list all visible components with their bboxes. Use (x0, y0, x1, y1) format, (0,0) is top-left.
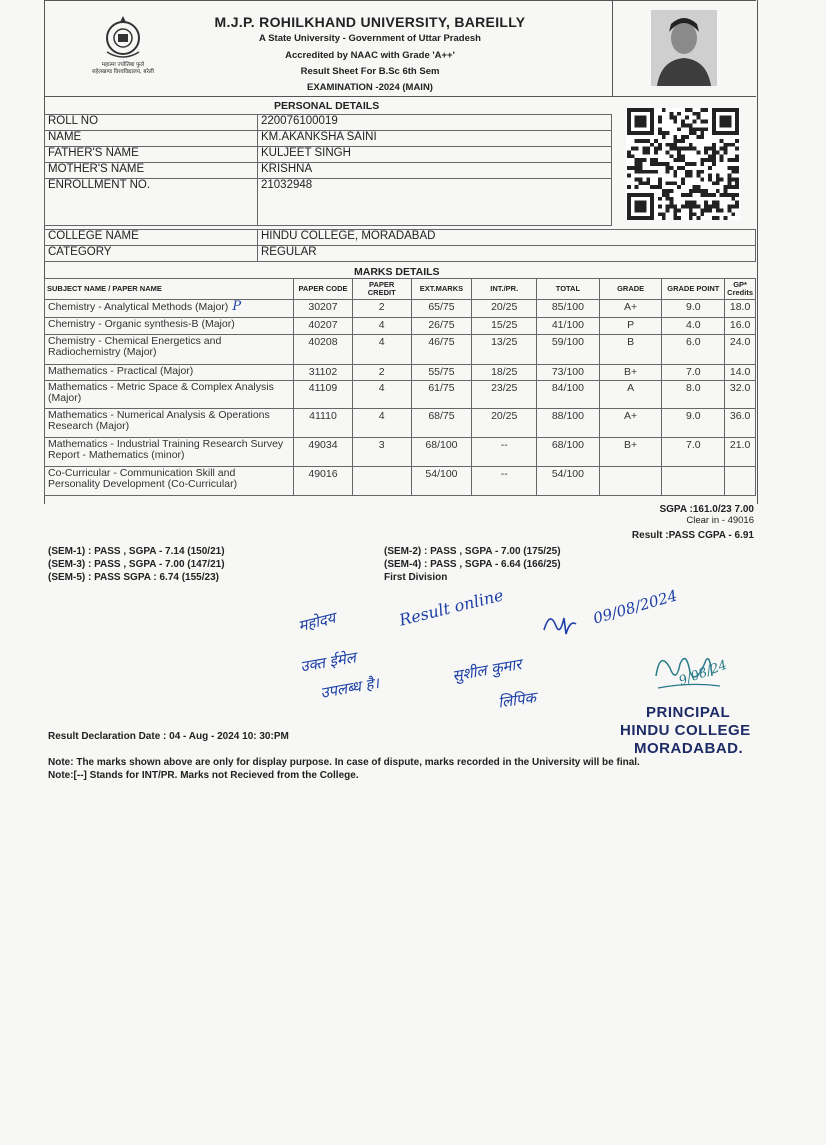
int-marks-text: 20/25 (491, 410, 518, 422)
int-marks (472, 467, 537, 496)
paper-credit (352, 335, 411, 365)
ext-marks-text: 26/75 (428, 319, 455, 331)
subject-name-text: Mathematics - Industrial Training Research Survey Report - Mathematics (minor) (48, 438, 284, 461)
roll-row (45, 115, 612, 131)
category-value: REGULAR (258, 246, 756, 262)
total-marks-text: 84/100 (551, 382, 584, 394)
paper-credit-text: 4 (378, 382, 385, 394)
int-marks (472, 318, 537, 335)
gp-credits (725, 409, 756, 438)
paper-credit-text: 4 (378, 336, 385, 348)
sem5-result: (SEM-5) : PASS SGPA : 6.74 (155/23) (48, 572, 219, 583)
grade-text: A (627, 382, 635, 394)
marks-row (45, 318, 756, 335)
grade-point (662, 381, 725, 409)
handwriting-clerk-name: सुशील कुमार (450, 655, 523, 685)
grade-point (662, 365, 725, 381)
total-marks-text: 59/100 (551, 336, 584, 348)
total-marks-text: 54/100 (551, 468, 584, 480)
paper-credit-text: 2 (378, 366, 385, 378)
col-paper-credit: PAPER CREDIT (352, 279, 411, 300)
grade (599, 318, 662, 335)
gp-credits-text: 36.0 (729, 410, 751, 422)
student-photo-frame (612, 0, 757, 96)
ext-marks (411, 467, 472, 496)
gp-credits-text: 16.0 (729, 319, 751, 331)
stamp-college: HINDU COLLEGE (620, 722, 751, 739)
paper-credit (352, 300, 411, 318)
paper-credit-text: 2 (378, 301, 385, 313)
marks-row (45, 381, 756, 409)
grade (599, 365, 662, 381)
handwritten-mark: P (232, 299, 242, 314)
logo-text-2: रुहेलखण्ड विश्वविद्यालय, बरेली (92, 69, 154, 75)
ext-marks-text: 65/75 (428, 301, 455, 313)
college-label: COLLEGE NAME (45, 230, 258, 246)
gp-credits-text: 32.0 (729, 382, 751, 394)
col-grade-point: GRADE POINT (662, 279, 725, 300)
personal-details-title: PERSONAL DETAILS (274, 100, 380, 112)
gp-credits (725, 365, 756, 381)
gp-credits (725, 381, 756, 409)
int-marks (472, 438, 537, 467)
student-photo (651, 10, 717, 86)
ext-marks-text: 61/75 (428, 382, 455, 394)
paper-code-text: 31102 (308, 366, 338, 378)
grade (599, 300, 662, 318)
grade (599, 335, 662, 365)
paper-code-text: 30207 (308, 301, 338, 313)
ext-marks-text: 68/100 (425, 439, 458, 451)
ext-marks (411, 381, 472, 409)
grade-point-text: 9.0 (685, 410, 701, 422)
name-label: NAME (45, 131, 258, 147)
ext-marks (411, 300, 472, 318)
ext-marks (411, 409, 472, 438)
paper-credit (352, 381, 411, 409)
sem2-result: (SEM-2) : PASS , SGPA - 7.00 (175/25) (384, 546, 561, 557)
subject-name (45, 438, 294, 467)
grade-point (662, 467, 725, 496)
ext-marks (411, 365, 472, 381)
grade-point-text: 4.0 (685, 319, 701, 331)
university-title: M.J.P. ROHILKHAND UNIVERSITY, BAREILLY (214, 14, 526, 30)
ext-marks-text: 54/100 (425, 468, 458, 480)
grade-text: P (627, 319, 635, 331)
ext-marks (411, 318, 472, 335)
division-text: First Division (384, 572, 448, 583)
sem1-result: (SEM-1) : PASS , SGPA - 7.14 (150/21) (48, 546, 225, 557)
ext-marks (411, 438, 472, 467)
enrollment-label: ENROLLMENT NO. (45, 179, 258, 226)
subject-name-text: Co-Curricular - Communication Skill and Personality Development (Co-Curricular) (48, 467, 238, 490)
university-subtitle: A State University - Government of Uttar Pradesh (259, 33, 481, 44)
paper-credit-text: 4 (378, 410, 385, 422)
grade-point-text: 8.0 (685, 382, 701, 394)
roll-value: 220076100019 (258, 115, 612, 131)
subject-name (45, 318, 294, 335)
gp-credits-text: 18.0 (729, 301, 751, 313)
grade (599, 438, 662, 467)
total-marks (537, 365, 600, 381)
grade (599, 381, 662, 409)
grade-text: A+ (624, 410, 638, 422)
mother-value: KRISHNA (258, 163, 612, 179)
paper-credit (352, 467, 411, 496)
marks-row (45, 365, 756, 381)
paper-code-text: 49016 (308, 468, 338, 480)
grade-point (662, 409, 725, 438)
paper-code (294, 365, 353, 381)
result-text: Result :PASS CGPA - 6.91 (631, 530, 754, 541)
result-sheet-title: Result Sheet For B.Sc 6th Sem (300, 66, 440, 77)
paper-code (294, 300, 353, 318)
note-int-pr: Note:[--] Stands for INT/PR. Marks not Recieved from the College. (48, 770, 359, 781)
grade-text: B (627, 336, 635, 348)
paper-code (294, 467, 353, 496)
father-value: KULJEET SINGH (258, 147, 612, 163)
total-marks-text: 85/100 (551, 301, 584, 313)
stamp-city: MORADABAD. (634, 740, 744, 757)
total-marks-text: 68/100 (551, 439, 584, 451)
int-marks-text: -- (500, 468, 508, 480)
total-marks (537, 335, 600, 365)
grade (599, 467, 662, 496)
paper-credit (352, 318, 411, 335)
sgpa-text: SGPA :161.0/23 7.00 (659, 504, 754, 515)
gp-credits (725, 467, 756, 496)
subject-name-text: Chemistry - Organic synthesis-B (Major) (48, 318, 235, 330)
marks-table (44, 278, 756, 496)
handwriting-clerk-title: लिपिक (496, 688, 538, 712)
mother-label: MOTHER'S NAME (45, 163, 258, 179)
paper-credit (352, 365, 411, 381)
gp-credits (725, 318, 756, 335)
paper-code (294, 381, 353, 409)
enrollment-value: 21032948 (258, 179, 612, 226)
ext-marks (411, 335, 472, 365)
stamp-principal: PRINCIPAL (646, 704, 731, 721)
sem4-result: (SEM-4) : PASS , SGPA - 6.64 (166/25) (384, 559, 561, 570)
personal-details-table (44, 114, 612, 226)
paper-code-text: 40207 (308, 319, 338, 331)
grade-text: B+ (624, 439, 638, 451)
marks-row (45, 438, 756, 467)
gp-credits (725, 335, 756, 365)
subject-name (45, 409, 294, 438)
header-divider (44, 96, 756, 97)
col-subject: SUBJECT NAME / PAPER NAME (45, 279, 294, 300)
subject-name (45, 300, 294, 318)
exam-title: EXAMINATION -2024 (MAIN) (307, 82, 433, 93)
handwriting-salutation: महोदय (296, 608, 338, 636)
subject-name (45, 381, 294, 409)
int-marks-text: -- (500, 439, 508, 451)
paper-code (294, 318, 353, 335)
int-marks-text: 15/25 (491, 319, 518, 331)
grade-point (662, 318, 725, 335)
gp-credits-text: 14.0 (729, 366, 751, 378)
marks-row (45, 335, 756, 365)
accreditation-text: Accredited by NAAC with Grade 'A++' (285, 50, 455, 61)
category-row (45, 246, 756, 262)
clerk-signature-icon (540, 606, 580, 640)
subject-name (45, 365, 294, 381)
col-int-pr: INT./PR. (472, 279, 537, 300)
grade (599, 409, 662, 438)
int-marks (472, 335, 537, 365)
ext-marks-text: 68/75 (428, 410, 455, 422)
subject-name-text: Mathematics - Practical (Major) (48, 365, 194, 377)
note-display: Note: The marks shown above are only for display purpose. In case of dispute, marks recorded in the University will be final. (48, 757, 640, 768)
marks-row (45, 409, 756, 438)
name-value: KM.AKANKSHA SAINI (258, 131, 612, 147)
col-grade: GRADE (599, 279, 662, 300)
paper-code-text: 41110 (309, 410, 337, 422)
grade-text: A+ (624, 301, 638, 313)
gp-credits-text: 21.0 (729, 439, 751, 451)
total-marks-text: 41/100 (551, 319, 584, 331)
int-marks (472, 409, 537, 438)
col-ext-marks: EXT.MARKS (411, 279, 472, 300)
int-marks (472, 365, 537, 381)
subject-name (45, 335, 294, 365)
total-marks (537, 381, 600, 409)
int-marks (472, 381, 537, 409)
sem3-result: (SEM-3) : PASS , SGPA - 7.00 (147/21) (48, 559, 225, 570)
grade-point-text: 9.0 (685, 301, 701, 313)
logo-text-1: महात्मा ज्योतिबा फुले (101, 62, 145, 68)
college-value: HINDU COLLEGE, MORADABAD (258, 230, 756, 246)
father-row (45, 147, 612, 163)
roll-label: ROLL NO (45, 115, 258, 131)
grade-point (662, 335, 725, 365)
total-marks (537, 467, 600, 496)
principal-sign-date: 9/08/24 (676, 657, 730, 690)
gp-credits-text: 24.0 (729, 336, 751, 348)
ext-marks-text: 46/75 (428, 336, 455, 348)
int-marks (472, 300, 537, 318)
total-marks-text: 73/100 (551, 366, 584, 378)
int-marks-text: 13/25 (491, 336, 518, 348)
paper-code (294, 335, 353, 365)
int-marks-text: 18/25 (491, 366, 518, 378)
gp-credits (725, 300, 756, 318)
grade-point (662, 300, 725, 318)
marks-row (45, 300, 756, 318)
subject-name-text: Chemistry - Analytical Methods (Major) (48, 301, 229, 313)
total-marks (537, 300, 600, 318)
grade-text: B+ (624, 366, 638, 378)
grade-point-text: 7.0 (685, 439, 701, 451)
handwriting-date: 09/08/2024 (591, 586, 680, 628)
col-total: TOTAL (537, 279, 600, 300)
father-label: FATHER'S NAME (45, 147, 258, 163)
qr-code (626, 108, 740, 220)
paper-credit-text: 3 (378, 439, 385, 451)
int-marks-text: 23/25 (491, 382, 518, 394)
handwriting-result-online: Result online (397, 585, 506, 630)
paper-credit (352, 409, 411, 438)
gp-credits (725, 438, 756, 467)
int-marks-text: 20/25 (491, 301, 518, 313)
name-row (45, 131, 612, 147)
ext-marks-text: 55/75 (428, 366, 455, 378)
category-label: CATEGORY (45, 246, 258, 262)
paper-credit (352, 438, 411, 467)
enrollment-row (45, 179, 612, 226)
paper-code (294, 409, 353, 438)
subject-name-text: Mathematics - Metric Space & Complex Analysis (Major) (48, 381, 274, 404)
mother-row (45, 163, 612, 179)
subject-name-text: Mathematics - Numerical Analysis & Operations Research (Major) (48, 409, 270, 432)
paper-code-text: 49034 (308, 439, 338, 451)
marks-header-row (45, 279, 756, 300)
handwriting-line3: उक्त ईमेल (298, 648, 358, 676)
paper-code-text: 41109 (308, 382, 338, 394)
col-paper-code: PAPER CODE (294, 279, 353, 300)
clear-in-text: Clear in - 49016 (686, 515, 754, 526)
grade-point-text: 7.0 (685, 366, 701, 378)
total-marks (537, 318, 600, 335)
total-marks (537, 409, 600, 438)
grade-point-text: 6.0 (685, 336, 701, 348)
handwriting-line4: उपलब्ध है। (318, 673, 381, 703)
subject-name (45, 467, 294, 496)
col-gp-credits: GP* Credits (725, 279, 756, 300)
grade-point (662, 438, 725, 467)
college-table (44, 229, 756, 262)
marks-row (45, 467, 756, 496)
total-marks-text: 88/100 (551, 410, 584, 422)
total-marks (537, 438, 600, 467)
subject-name-text: Chemistry - Chemical Energetics and Radiochemistry (Major) (48, 335, 222, 358)
college-row (45, 230, 756, 246)
paper-code (294, 438, 353, 467)
paper-credit-text: 4 (378, 319, 385, 331)
marks-details-title: MARKS DETAILS (354, 266, 440, 278)
paper-code-text: 40208 (308, 336, 338, 348)
declaration-date: Result Declaration Date : 04 - Aug - 2024 10: 30:PM (48, 731, 289, 742)
